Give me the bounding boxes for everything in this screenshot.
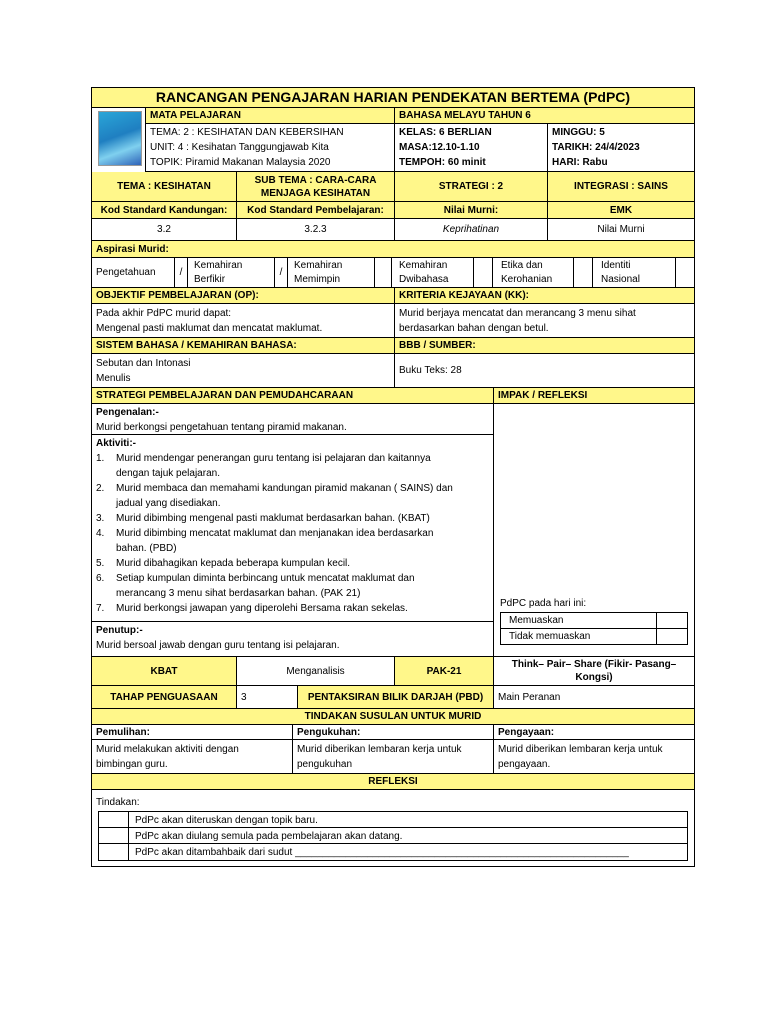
pbd-value: Main Peranan: [498, 691, 561, 703]
refleksi-header: [92, 774, 694, 790]
pdpc-checkbox-memuaskan[interactable]: [657, 613, 687, 629]
aspirasi-checkbox-berfikir[interactable]: [274, 258, 288, 287]
std-emk-header: [548, 202, 694, 219]
aktiviti-step: [92, 526, 493, 556]
penutup-section: [92, 622, 493, 656]
aspirasi-item-berfikir: [190, 258, 274, 287]
pak-label-cell: [395, 656, 494, 686]
tindakan-label: TINDAKAN SUSULAN UNTUK MURID: [304, 711, 482, 722]
sistem-label: SISTEM BAHASA / KEMAHIRAN BAHASA:: [96, 340, 297, 351]
sistem-line: Menulis: [96, 373, 131, 384]
pemulihan-header: [92, 725, 293, 740]
kriteria-body: [395, 304, 694, 338]
header-minggu-cell: [548, 124, 694, 172]
aktiviti-label: Aktiviti:-: [96, 438, 136, 449]
bbb-header: [395, 338, 694, 354]
theme-integrasi: INTEGRASI : SAINS: [574, 181, 668, 192]
pengayaan-header: [494, 725, 694, 740]
step-line: Murid dibahagikan kepada beberapa kumpulan kecil.: [116, 558, 351, 569]
refleksi-checkbox-diulang[interactable]: [99, 828, 129, 844]
aspirasi-item-kerohanian: [497, 258, 573, 287]
pemulihan-line: bimbingan guru.: [96, 759, 168, 770]
objektif-label: OBJEKTIF PEMBELAJARAN (OP):: [96, 290, 259, 301]
pemulihan-body: [92, 740, 293, 774]
aspirasi-mark: /: [279, 267, 283, 278]
refleksi-option-diulang: PdPc akan diulang semula pada pembelajaran akan datang.: [129, 828, 687, 844]
aspirasi-checkbox-dwibahasa[interactable]: [473, 258, 493, 287]
kbat-value: Menganalisis: [286, 665, 345, 677]
step-line: Murid dibimbing mencatat maklumat dan menjanakan idea berdasarkan: [116, 528, 434, 539]
sistem-body: [92, 354, 395, 388]
step-number: 4.: [96, 528, 105, 539]
std-emk-value: Nilai Murni: [597, 224, 645, 235]
pdpc-checkbox-tidak-memuaskan[interactable]: [657, 629, 687, 644]
tahap-value: 3: [241, 691, 247, 703]
refleksi-option-ditambahbaik: PdPc akan ditambahbaik dari sudut ____________________________________________________________: [135, 847, 629, 858]
step-number: 6.: [96, 573, 105, 584]
aspirasi-checkbox-pengetahuan[interactable]: [174, 258, 188, 287]
aspirasi-item-label: Pengetahuan: [96, 267, 156, 278]
refleksi-options-table: [98, 811, 688, 861]
aspirasi-checkbox-nasional[interactable]: [675, 258, 694, 287]
page-title-bar: [92, 88, 694, 108]
aspirasi-row: [92, 258, 694, 288]
penutup-text: Murid bersoal jawab dengan guru tentang isi pelajaran.: [96, 640, 340, 651]
pengukuhan-line: Murid diberikan lembaran kerja untuk: [297, 744, 462, 755]
step-line: Murid berkongsi jawapan yang diperolehi Bersama rakan sekelas.: [116, 603, 408, 614]
aspirasi-item-label: Kemahiran: [194, 260, 243, 271]
aktiviti-step: [92, 451, 493, 481]
unit-text: UNIT: 4 : Kesihatan Tanggungjawab Kita: [150, 142, 329, 153]
aspirasi-item-label2: Nasional: [601, 274, 640, 285]
step-line: jadual yang disediakan.: [116, 498, 221, 509]
pengukuhan-label: Pengukuhan:: [297, 726, 361, 738]
pak-label: PAK-21: [426, 665, 462, 677]
aktiviti-section: [92, 435, 493, 622]
pengukuhan-line: pengukuhan: [297, 759, 353, 770]
refleksi-label: REFLEKSI: [368, 776, 418, 787]
bbb-value: Buku Teks: 28: [399, 365, 462, 376]
aspirasi-item-label2: Berfikir: [194, 274, 226, 285]
sistem-line: Sebutan dan Intonasi: [96, 358, 191, 369]
theme-subtema-line2: MENJAGA KESIHATAN: [260, 187, 371, 199]
impak-header: [494, 388, 694, 404]
aspirasi-item-label2: Kerohanian: [501, 274, 553, 285]
refleksi-checkbox-diteruskan[interactable]: [99, 812, 129, 828]
tema-text: TEMA: 2 : KESIHATAN DAN KEBERSIHAN: [150, 127, 344, 138]
aktiviti-step: [92, 556, 493, 571]
aspirasi-item-label2: Dwibahasa: [399, 274, 449, 285]
tarikh-text: TARIKH: 24/4/2023: [552, 142, 640, 153]
pdpc-option-memuaskan: Memuaskan: [501, 613, 657, 629]
pengenalan-text: Murid berkongsi pengetahuan tentang piramid makanan.: [96, 422, 347, 433]
aktiviti-step: [92, 571, 493, 601]
step-line: merancang 3 menu sihat berdasarkan bahan. (PAK 21): [116, 588, 361, 599]
objektif-line: Mengenal pasti maklumat dan mencatat maklumat.: [96, 323, 323, 334]
aspirasi-item-nasional: [597, 258, 675, 287]
kriteria-header: [395, 288, 694, 304]
aktiviti-step: [92, 481, 493, 511]
std-emk-label: EMK: [609, 204, 633, 216]
sistem-header: [92, 338, 395, 354]
refleksi-checkbox-ditambahbaik[interactable]: [99, 844, 129, 860]
aspirasi-checkbox-kerohanian[interactable]: [573, 258, 593, 287]
hari-text: HARI: Rabu: [552, 157, 608, 168]
impak-body: [494, 404, 694, 656]
bbb-body: [395, 354, 694, 388]
pengayaan-body: [494, 740, 694, 774]
step-number: 7.: [96, 603, 105, 614]
kbat-label-cell: [92, 656, 237, 686]
aspirasi-item-label2: Memimpin: [294, 274, 341, 285]
kbat-value-cell: [237, 656, 395, 686]
masa-text: MASA:12.10-1.10: [399, 142, 480, 153]
refleksi-option-diteruskan: PdPc akan diteruskan dengan topik baru.: [129, 812, 687, 828]
pbd-value-cell: [494, 686, 694, 709]
theme-integrasi-cell: [548, 172, 694, 202]
aspirasi-item-label: Etika dan: [501, 260, 543, 271]
std-pembelajaran-value-cell: [237, 219, 395, 241]
pak-value-line2: Kongsi): [575, 672, 613, 683]
std-kandungan-header: [92, 202, 237, 219]
tahap-value-cell: [237, 686, 298, 709]
aspirasi-mark: /: [179, 267, 183, 278]
theme-tema-cell: [92, 172, 237, 202]
std-kandungan-label: Kod Standard Kandungan:: [100, 204, 228, 216]
tempoh-text: TEMPOH: 60 minit: [399, 157, 486, 168]
objektif-line: Pada akhir PdPC murid dapat:: [96, 308, 232, 319]
aspirasi-header: [92, 241, 694, 258]
theme-subtema-line1: SUB TEMA : CARA-CARA: [254, 174, 377, 186]
page-title: RANCANGAN PENGAJARAN HARIAN PENDEKATAN BERTEMA (PdPC): [155, 89, 631, 105]
kbat-label: KBAT: [150, 665, 178, 677]
pak-value-line1: Think– Pair– Share (Fikir- Pasang–: [511, 659, 677, 670]
kriteria-label: KRITERIA KEJAYAAN (KK):: [399, 290, 530, 301]
subject-name: BAHASA MELAYU TAHUN 6: [395, 108, 694, 124]
kriteria-line: berdasarkan bahan dengan betul.: [399, 323, 549, 334]
std-nilai-header: [395, 202, 548, 219]
impak-label: IMPAK / REFLEKSI: [498, 390, 588, 401]
aspirasi-item-label: Kemahiran: [294, 260, 343, 271]
std-pembelajaran-header: [237, 202, 395, 219]
penutup-label: Penutup:-: [96, 625, 143, 636]
pemulihan-label: Pemulihan:: [96, 726, 150, 738]
theme-subtema-cell: [237, 172, 395, 202]
pengenalan-section: [92, 404, 493, 435]
std-nilai-value: Keprihatinan: [442, 224, 500, 235]
step-line: Murid dibimbing mengenal pasti maklumat berdasarkan bahan. (KBAT): [116, 513, 430, 524]
strategi-label: STRATEGI PEMBELAJARAN DAN PEMUDAHCARAAN: [96, 390, 354, 401]
aspirasi-item-memimpin: [290, 258, 374, 287]
step-number: 5.: [96, 558, 105, 569]
std-nilai-label: Nilai Murni:: [443, 204, 499, 216]
objektif-body: [92, 304, 395, 338]
pengayaan-label: Pengayaan:: [498, 726, 555, 738]
aktiviti-step: [92, 601, 493, 616]
pdpc-label: PdPC pada hari ini:: [500, 598, 587, 609]
strategi-body: [92, 404, 494, 656]
aspirasi-checkbox-memimpin[interactable]: [374, 258, 392, 287]
pemulihan-line: Murid melakukan aktiviti dengan: [96, 744, 239, 755]
aspirasi-item-dwibahasa: [395, 258, 473, 287]
std-pembelajaran-label: Kod Standard Pembelajaran:: [247, 204, 384, 216]
strategi-header: [92, 388, 494, 404]
aspirasi-item-label: Identiti: [601, 260, 631, 271]
pengenalan-label: Pengenalan:-: [96, 407, 159, 418]
step-line: Setiap kumpulan diminta berbincang untuk mencatat maklumat dan: [116, 573, 415, 584]
pbd-label: PENTAKSIRAN BILIK DARJAH (PBD): [307, 691, 484, 703]
step-number: 2.: [96, 483, 105, 494]
aktiviti-step: [92, 511, 493, 526]
aspirasi-item-pengetahuan: [92, 258, 174, 287]
refleksi-tindakan-label: Tindakan:: [96, 797, 140, 808]
aktiviti-list: [92, 451, 493, 616]
aspirasi-label: Aspirasi Murid:: [96, 243, 169, 255]
objektif-header: [92, 288, 395, 304]
kelas-text: KELAS: 6 BERLIAN: [399, 127, 492, 138]
topik-text: TOPIK: Piramid Makanan Malaysia 2020: [150, 157, 331, 168]
bbb-label: BBB / SUMBER:: [399, 340, 476, 351]
lesson-plan-sheet: [91, 87, 695, 867]
pbd-label-cell: [298, 686, 494, 709]
step-line: bahan. (PBD): [116, 543, 177, 554]
pengukuhan-header: [293, 725, 494, 740]
std-emk-value-cell: [548, 219, 694, 241]
step-line: dengan tajuk pelajaran.: [116, 468, 220, 479]
pak-value-cell: [494, 656, 694, 686]
header-tema-cell: [146, 124, 395, 172]
header-left-column: [92, 108, 146, 172]
step-number: 3.: [96, 513, 105, 524]
pengayaan-line: pengayaan.: [498, 759, 551, 770]
kriteria-line: Murid berjaya mencatat dan merancang 3 menu sihat: [399, 308, 636, 319]
mata-pelajaran-label: MATA PELAJARAN: [146, 108, 395, 124]
std-kandungan-value-cell: [92, 219, 237, 241]
std-pembelajaran-value: 3.2.3: [304, 224, 327, 235]
header-kelas-cell: [395, 124, 548, 172]
std-kandungan-value: 3.2: [157, 224, 171, 235]
step-number: 1.: [96, 453, 105, 464]
pdpc-options-box: [500, 612, 688, 645]
theme-strategi-cell: [395, 172, 548, 202]
step-line: Murid mendengar penerangan guru tentang isi pelajaran dan kaitannya: [116, 453, 431, 464]
std-nilai-value-cell: [395, 219, 548, 241]
pengukuhan-body: [293, 740, 494, 774]
pengayaan-line: Murid diberikan lembaran kerja untuk: [498, 744, 663, 755]
theme-tema: TEMA : KESIHATAN: [117, 181, 211, 192]
tindakan-header: [92, 709, 694, 725]
theme-strategi: STRATEGI : 2: [438, 181, 504, 192]
step-line: Murid membaca dan memahami kandungan piramid makanan ( SAINS) dan: [116, 483, 453, 494]
aspirasi-item-label: Kemahiran: [399, 260, 448, 271]
tahap-label-cell: [92, 686, 237, 709]
pdpc-option-tidak-memuaskan: Tidak memuaskan: [501, 629, 657, 644]
minggu-text: MINGGU: 5: [552, 127, 605, 138]
tahap-label: TAHAP PENGUASAAN: [110, 691, 218, 703]
